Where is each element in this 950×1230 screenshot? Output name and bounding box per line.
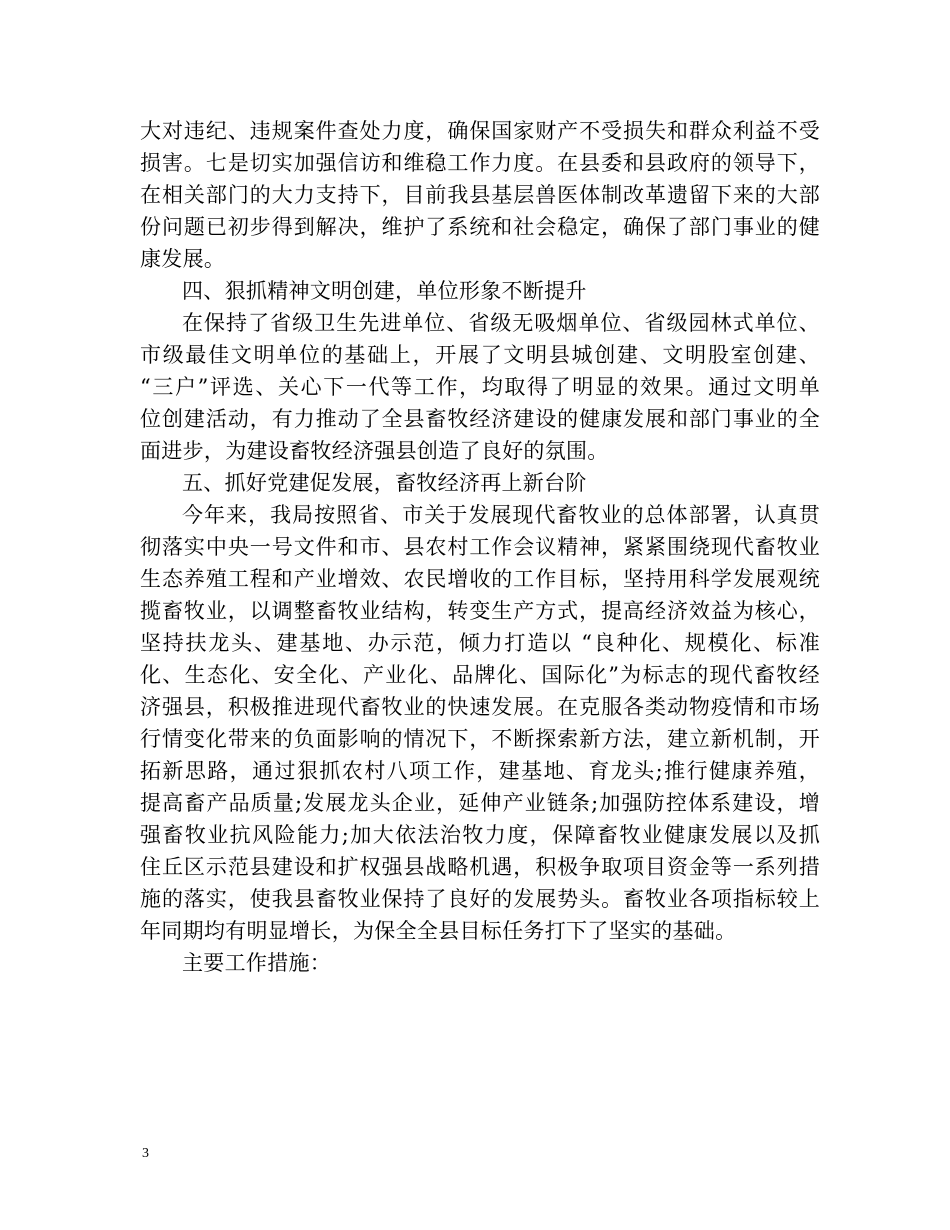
text-line: 在保持了省级卫生先进单位、省级无吸烟单位、省级园林式单位、: [182, 311, 820, 335]
heading-text: 五、抓好党建促发展，畜牧经济再上新台阶: [182, 471, 587, 495]
text-line: 在相关部门的大力支持下，目前我县基层兽医体制改革遗留下来的大部: [140, 183, 820, 207]
text-line: “三户”评选、关心下一代等工作，均取得了明显的效果。通过文明单: [140, 375, 820, 399]
text-line: 济强县，积极推进现代畜牧业的快速发展。在克服各类动物疫情和市场: [140, 695, 820, 719]
document-body: [140, 115, 820, 979]
text-line: 坚持扶龙头、建基地、办示范，倾力打造以 “良种化、规模化、标准: [140, 631, 820, 655]
text-line: 今年来，我局按照省、市关于发展现代畜牧业的总体部署，认真贯: [182, 503, 820, 527]
text-line: 揽畜牧业，以调整畜牧业结构，转变生产方式，提高经济效益为核心，: [140, 599, 820, 623]
section-heading-4: [140, 275, 820, 307]
text-line: 年同期均有明显增长，为保全全县目标任务打下了坚实的基础。: [140, 919, 737, 943]
text-line: 主要工作措施：: [182, 951, 332, 975]
text-line: 生态养殖工程和产业增效、农民增收的工作目标，坚持用科学发展观统: [140, 567, 820, 591]
text-line: 份问题已初步得到解决，维护了系统和社会稳定，确保了部门事业的健: [140, 215, 820, 239]
paragraph-measures-intro: [140, 947, 820, 979]
paragraph-continued: [140, 115, 820, 275]
text-line: 市级最佳文明单位的基础上，开展了文明县城创建、文明股室创建、: [140, 343, 820, 367]
text-line: 强畜牧业抗风险能力;加大依法治牧力度，保障畜牧业健康发展以及抓: [140, 823, 820, 847]
paragraph-civilization: [140, 307, 820, 467]
text-line: 拓新思路，通过狠抓农村八项工作，建基地、育龙头;推行健康养殖，: [140, 759, 820, 783]
text-line: 位创建活动，有力推动了全县畜牧经济建设的健康发展和部门事业的全: [140, 407, 820, 431]
text-line: 大对违纪、违规案件查处力度，确保国家财产不受损失和群众利益不受: [140, 119, 820, 143]
text-line: 面进步，为建设畜牧经济强县创造了良好的氛围。: [140, 439, 609, 463]
text-line: 损害。七是切实加强信访和维稳工作力度。在县委和县政府的领导下，: [140, 151, 820, 175]
page-number: 3: [142, 1146, 149, 1161]
text-line: 提高畜产品质量;发展龙头企业，延伸产业链条;加强防控体系建设，增: [140, 791, 820, 815]
text-line: 彻落实中央一号文件和市、县农村工作会议精神，紧紧围绕现代畜牧业: [140, 535, 820, 559]
text-line: 康发展。: [140, 247, 226, 271]
text-line: 行情变化带来的负面影响的情况下，不断探索新方法，建立新机制，开: [140, 727, 820, 751]
section-heading-5: [140, 467, 820, 499]
text-line: 化、生态化、安全化、产业化、品牌化、国际化”为标志的现代畜牧经: [140, 663, 820, 687]
paragraph-development: [140, 499, 820, 947]
text-line: 住丘区示范县建设和扩权强县战略机遇，积极争取项目资金等一系列措: [140, 855, 820, 879]
text-line: 施的落实，使我县畜牧业保持了良好的发展势头。畜牧业各项指标较上: [140, 887, 820, 911]
heading-text: 四、狠抓精神文明创建，单位形象不断提升: [182, 279, 587, 303]
